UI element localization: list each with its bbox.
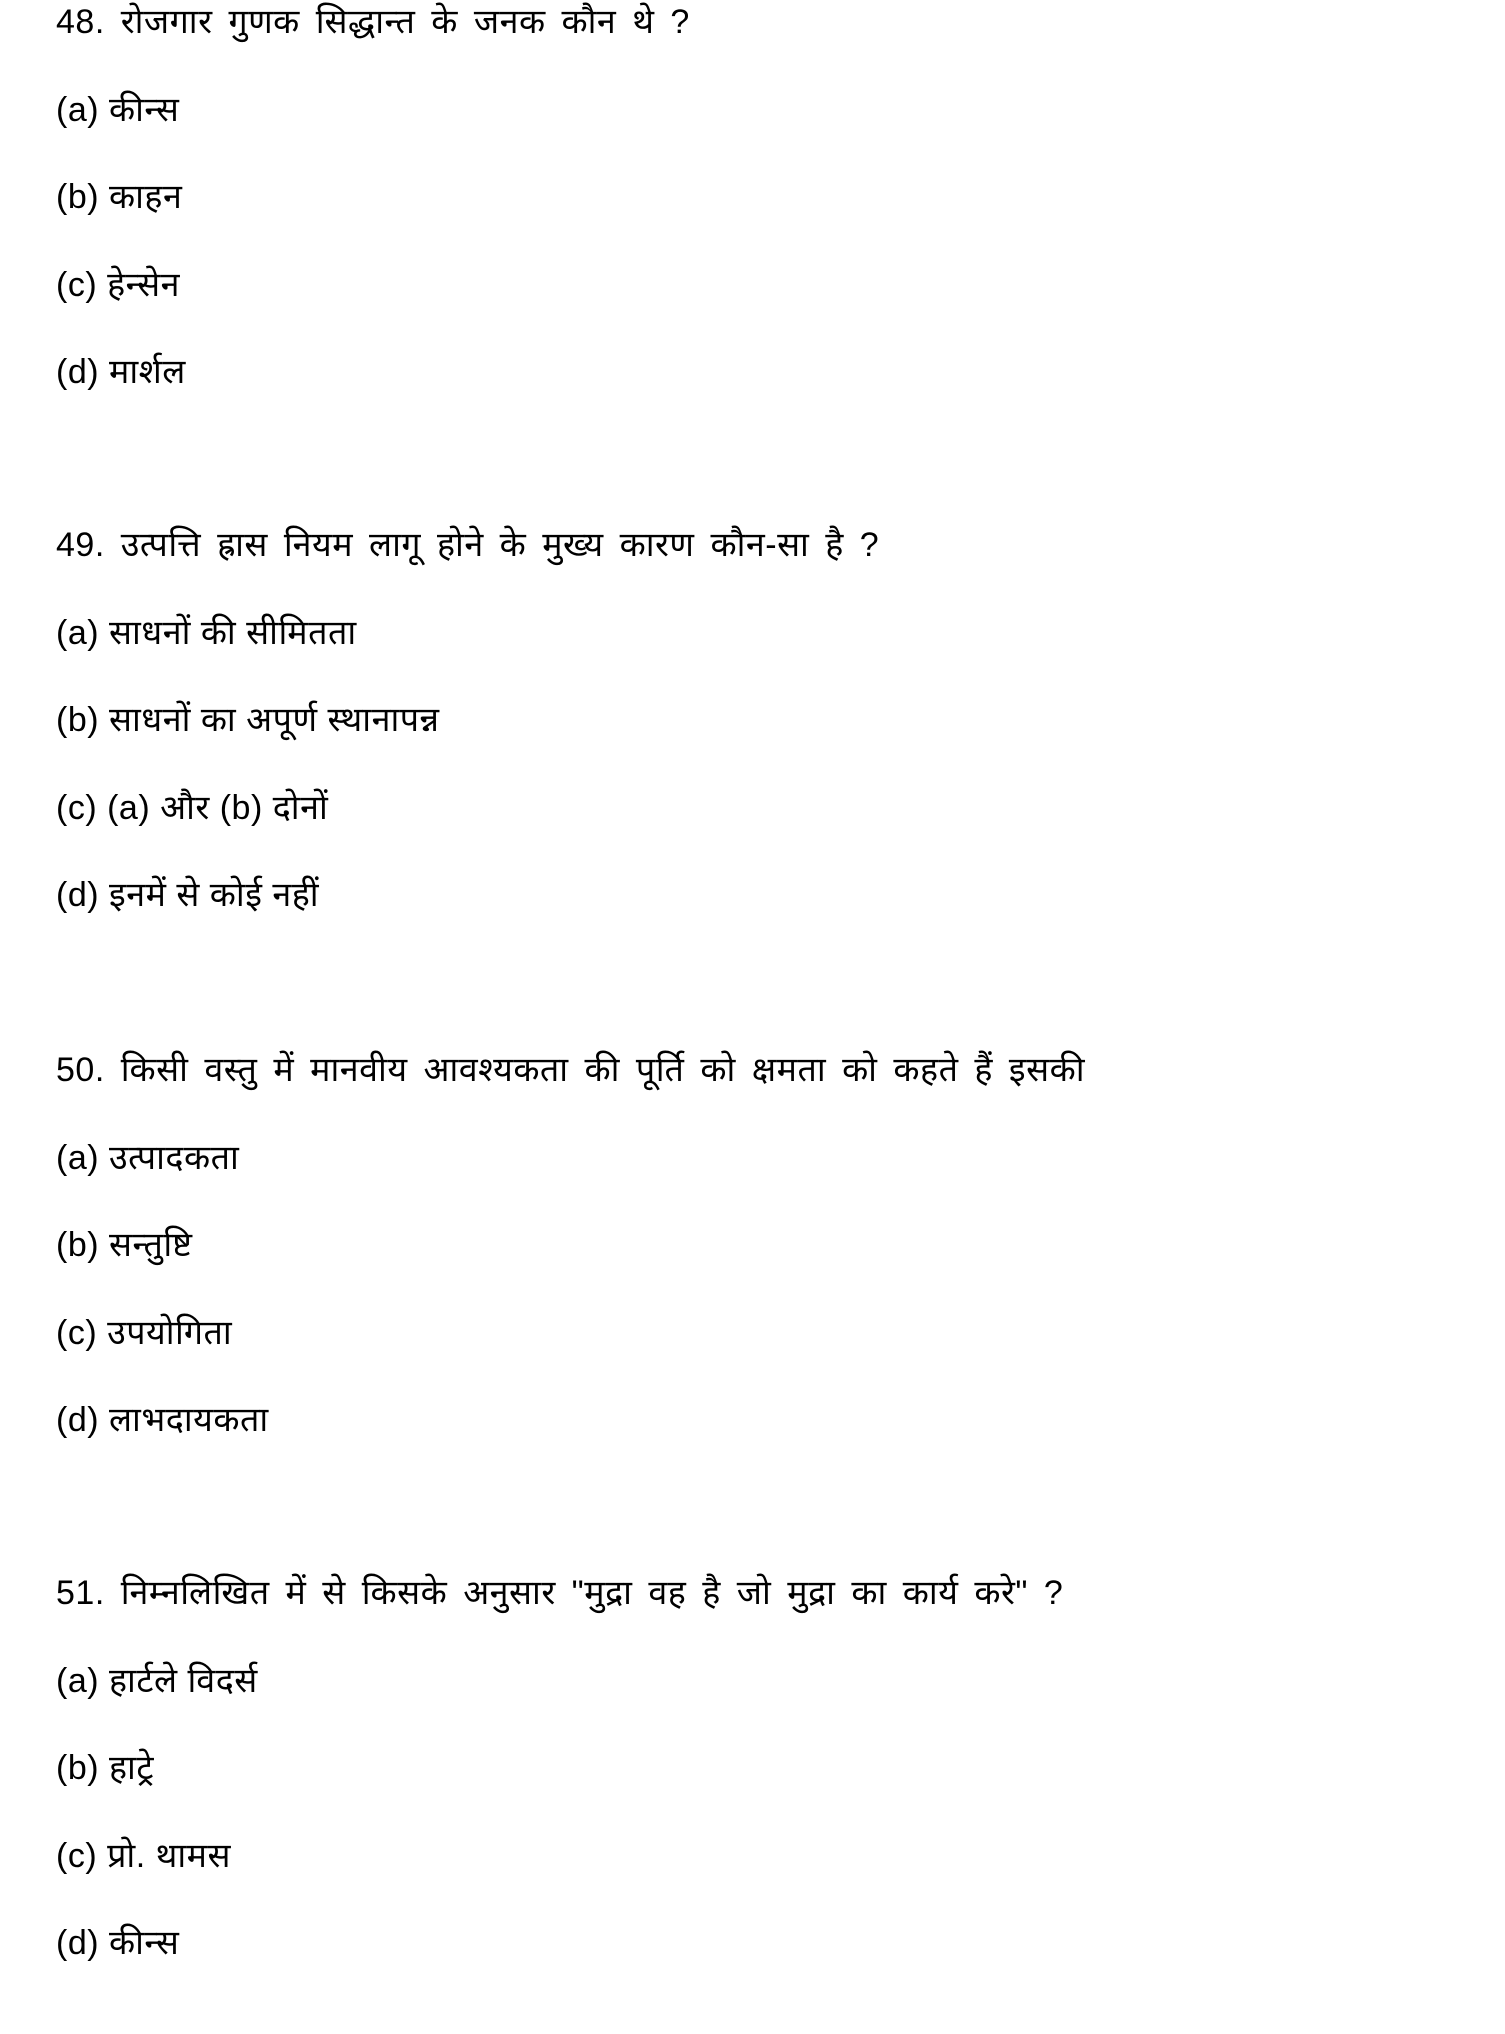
question-text: उत्पत्ति ह्रास नियम लागू होने के मुख्य कारण कौन-सा है ?: [120, 526, 880, 564]
option-a: (a) साधनों की सीमितता: [56, 614, 357, 652]
question-49: [56, 523, 879, 567]
question-number: 49.: [56, 526, 105, 564]
option-a: (a) कीन्स: [56, 91, 180, 129]
option-d: (d) इनमें से कोई नहीं: [56, 876, 320, 914]
option-a: (a) उत्पादकता: [56, 1139, 240, 1177]
option-c: (c) उपयोगिता: [56, 1314, 233, 1352]
option-d: (d) लाभदायकता: [56, 1401, 269, 1439]
option-d: (d) मार्शल: [56, 353, 186, 391]
question-50: [56, 1048, 1085, 1092]
question-text: किसी वस्तु में मानवीय आवश्यकता की पूर्ति को क्षमता को कहते हैं इसकी: [120, 1051, 1086, 1089]
question-text: रोजगार गुणक सिद्धान्त के जनक कौन थे ?: [120, 3, 690, 41]
option-b: (b) हाट्रे: [56, 1749, 154, 1787]
question-51: [56, 1571, 1063, 1615]
question-number: 48.: [56, 3, 105, 41]
option-b: (b) साधनों का अपूर्ण स्थानापन्न: [56, 701, 440, 739]
option-b: (b) सन्तुष्टि: [56, 1226, 193, 1264]
option-c: (c) हेन्सेन: [56, 266, 180, 304]
question-text: निम्नलिखित में से किसके अनुसार "मुद्रा वह है जो मुद्रा का कार्य करे" ?: [120, 1574, 1064, 1612]
option-b: (b) काहन: [56, 178, 183, 216]
option-a: (a) हार्टले विदर्स: [56, 1662, 258, 1700]
option-c: (c) प्रो. थामस: [56, 1837, 231, 1875]
question-number: 51.: [56, 1574, 105, 1612]
question-number: 50.: [56, 1051, 105, 1089]
question-48: [56, 0, 690, 44]
option-d: (d) कीन्स: [56, 1924, 180, 1962]
option-c: (c) (a) और (b) दोनों: [56, 789, 329, 827]
